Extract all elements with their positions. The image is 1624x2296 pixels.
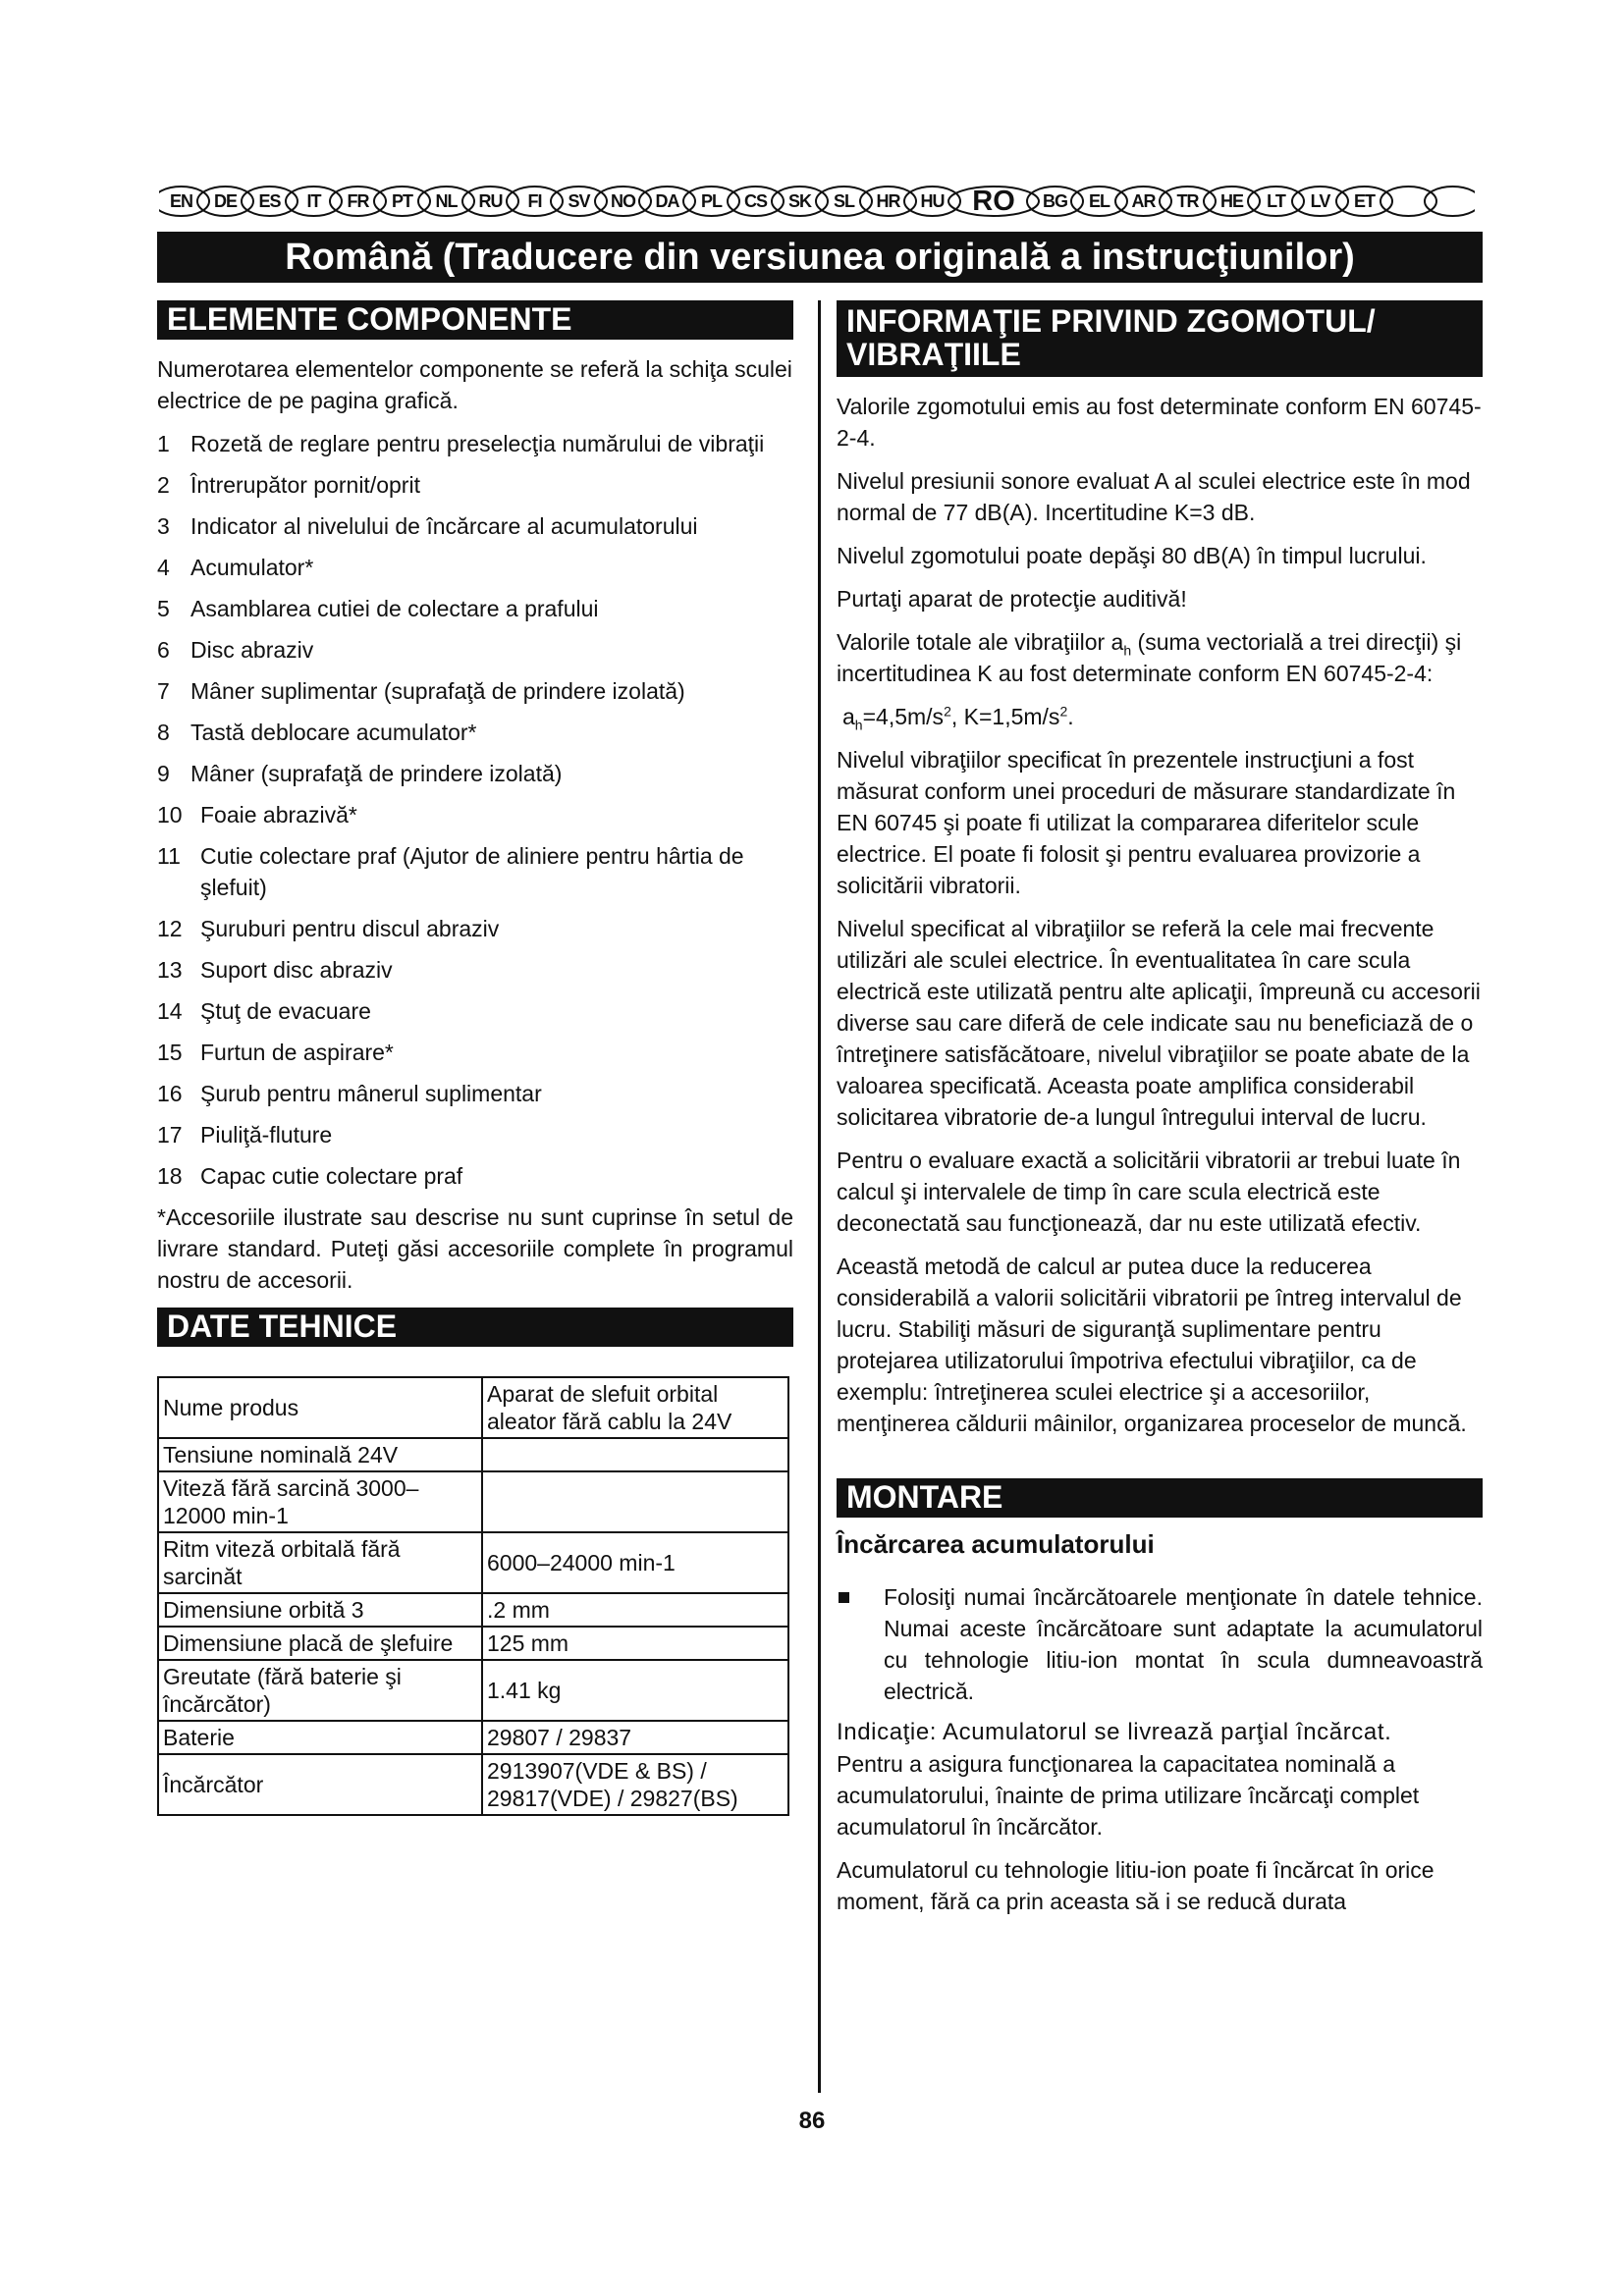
component-number: 15	[157, 1040, 183, 1065]
component-label: Acumulator*	[190, 555, 314, 580]
component-label: Tastă deblocare acumulator*	[190, 720, 477, 745]
component-label: Mâner suplimentar (suprafaţă de prindere izolată)	[190, 678, 685, 704]
component-number: 11	[157, 843, 181, 869]
language-tab: PL	[700, 191, 722, 211]
component-number: 9	[157, 761, 170, 786]
component-number: 10	[157, 802, 183, 828]
mounting-heading: MONTARE	[837, 1478, 1483, 1518]
component-item	[157, 428, 793, 459]
language-tab: SV	[568, 191, 590, 211]
language-tab: ET	[1353, 191, 1375, 211]
tech-data-key: Dimensiune orbită 3	[158, 1593, 482, 1627]
component-number: 3	[157, 513, 170, 539]
vib-end: .	[1067, 704, 1074, 729]
language-tab: LV	[1310, 191, 1330, 211]
vib-sup-1: 2	[944, 703, 951, 720]
language-tab: RO	[972, 186, 1015, 217]
component-label: Mâner (suprafaţă de prindere izolată)	[190, 761, 563, 786]
components-intro: Numerotarea elementelor componente se referă la schiţa sculei electrice de pe pagina grafică.	[157, 356, 792, 413]
tech-data-value: Aparat de slefuit orbital aleator fără cablu la 24V	[482, 1377, 788, 1438]
component-number: 18	[157, 1163, 183, 1189]
tech-data-row	[158, 1627, 788, 1660]
language-tab: TR	[1176, 191, 1199, 211]
tech-data-key: Viteză fără sarcină 3000–12000 min-1	[158, 1471, 482, 1532]
component-label: Şurub pentru mânerul suplimentar	[200, 1081, 542, 1106]
language-tab: HR	[876, 191, 900, 211]
component-item	[157, 1037, 793, 1068]
vibration-value-line	[837, 701, 1483, 732]
tech-data-row	[158, 1532, 788, 1593]
tech-data-value: 1.41 kg	[482, 1660, 788, 1721]
tech-data-row	[158, 1721, 788, 1754]
component-number: 17	[157, 1122, 183, 1148]
charger-bullet	[837, 1581, 1483, 1707]
language-tab: SK	[787, 191, 811, 211]
noise-paragraph-3: Nivelul zgomotului poate depăşi 80 dB(A) în timpul lucrului.	[837, 543, 1427, 568]
tech-data-row	[158, 1754, 788, 1815]
component-number: 6	[157, 637, 170, 663]
tech-data-key: Încărcător	[158, 1754, 482, 1815]
component-label: Întrerupător pornit/oprit	[190, 472, 420, 498]
component-number: 12	[157, 916, 183, 941]
tech-data-value: .2 mm	[482, 1593, 788, 1627]
vibration-paragraph-6: Nivelul vibraţiilor specificat în prezentele instrucţiuni a fost măsurat conform unei proceduri de măsurare standardizate în EN 60745 şi poate fi utilizat la compararea diferitelor scule electrice. El poate fi folosit şi pentru evaluarea provizorie a solicitării vibratorii.	[837, 747, 1456, 898]
language-tab: NO	[611, 191, 635, 211]
component-item	[157, 1160, 793, 1192]
hearing-protection-note: Purtaţi aparat de protecţie auditivă!	[837, 586, 1187, 612]
component-item	[157, 552, 793, 583]
charging-paragraph-1: Pentru a asigura funcţionarea la capacitatea nominală a acumulatorului, înainte de prima utilizare încărcaţi complet acumulatorul în încărcător.	[837, 1751, 1420, 1840]
language-tab: NL	[435, 191, 458, 211]
page-title-banner: Română (Traducere din versiunea originală a instrucţiunilor)	[157, 232, 1483, 283]
component-label: Suport disc abraziv	[200, 957, 393, 983]
component-label: Şuruburi pentru discul abraziv	[200, 916, 500, 941]
tech-data-key: Baterie	[158, 1721, 482, 1754]
tech-data-key: Nume produs	[158, 1377, 482, 1438]
vibration-paragraph-8: Pentru o evaluare exactă a solicitării vibratorii ar trebui luate în calcul şi intervalele de timp în care scula electrică este deconectată sau funcţionează, dar nu este utilizată efectiv.	[837, 1148, 1461, 1236]
language-tab: LT	[1267, 191, 1285, 211]
component-item	[157, 717, 793, 748]
component-label: Rozetă de reglare pentru preselecţia numărului de vibraţii	[190, 431, 765, 456]
noise-heading-line-2: VIBRAŢIILE	[846, 337, 1021, 372]
tech-data-key: Ritm viteză orbitală fără sarcinăt	[158, 1532, 482, 1593]
vibration-text-b: (suma vectorială a trei direcţii) şi incertitudinea K au fost determinate conform EN 60745-2-4:	[837, 629, 1462, 686]
component-item	[157, 1078, 793, 1109]
vibration-values-paragraph	[837, 626, 1483, 689]
tech-data-key: Tensiune nominală 24V	[158, 1438, 482, 1471]
component-label: Foaie abrazivă*	[200, 802, 357, 828]
component-item	[157, 758, 793, 789]
tech-data-key: Greutate (fără baterie şi încărcător)	[158, 1660, 482, 1721]
tech-data-heading: DATE TEHNICE	[157, 1308, 793, 1347]
component-item	[157, 469, 793, 501]
language-tab: HE	[1219, 191, 1243, 211]
component-number: 14	[157, 998, 183, 1024]
components-list	[157, 428, 793, 1192]
component-label: Cutie colectare praf (Ajutor de aliniere pentru hârtia de şlefuit)	[200, 843, 744, 900]
page-number: 86	[798, 2108, 826, 2134]
language-tab-bar	[159, 185, 1475, 218]
language-tab: FR	[347, 191, 369, 211]
component-label: Asamblarea cutiei de colectare a prafului	[190, 596, 599, 621]
tech-data-table	[157, 1376, 789, 1816]
tech-data-row	[158, 1660, 788, 1721]
column-divider	[818, 300, 821, 2093]
components-heading: ELEMENTE COMPONENTE	[157, 300, 793, 340]
component-item	[157, 593, 793, 624]
language-tab: CS	[743, 191, 767, 211]
vibration-sub: h	[1123, 642, 1132, 659]
component-item	[157, 510, 793, 542]
component-item	[157, 913, 793, 944]
charger-bullet-text: Folosiţi numai încărcătoarele menţionate în datele tehnice. Numai aceste încărcătoare sunt adaptate la acumulatorul cu tehnologie litiu-ion montat în scula dumneavoastră electrică.	[884, 1584, 1483, 1704]
vib-sub: h	[854, 717, 863, 733]
component-item	[157, 954, 793, 986]
tech-data-value: 125 mm	[482, 1627, 788, 1660]
tech-data-value: 6000–24000 min-1	[482, 1532, 788, 1593]
language-tab: EN	[169, 191, 192, 211]
right-column	[837, 300, 1483, 1929]
language-tab: HU	[920, 191, 945, 211]
component-number: 5	[157, 596, 170, 621]
tech-data-row	[158, 1377, 788, 1438]
language-tab: FI	[527, 191, 542, 211]
component-number: 1	[157, 431, 170, 456]
tech-data-value	[482, 1471, 788, 1532]
component-item	[157, 1119, 793, 1150]
language-tab: EL	[1088, 191, 1110, 211]
tech-data-row	[158, 1593, 788, 1627]
language-tab: AR	[1131, 191, 1156, 211]
component-label: Disc abraziv	[190, 637, 314, 663]
tech-data-value	[482, 1438, 788, 1471]
tech-data-key: Dimensiune placă de şlefuire	[158, 1627, 482, 1660]
component-number: 4	[157, 555, 170, 580]
bullet-square-icon	[839, 1592, 849, 1603]
component-label: Ştuţ de evacuare	[200, 998, 371, 1024]
component-item	[157, 634, 793, 666]
component-number: 2	[157, 472, 170, 498]
component-label: Furtun de aspirare*	[200, 1040, 394, 1065]
tech-data-value: 2913907(VDE & BS) / 29817(VDE) / 29827(BS)	[482, 1754, 788, 1815]
tech-data-row	[158, 1471, 788, 1532]
language-tab: BG	[1043, 191, 1067, 211]
component-label: Piuliţă-fluture	[200, 1122, 333, 1148]
vib-k: , K=1,5m/s	[950, 704, 1060, 729]
tech-data-row	[158, 1438, 788, 1471]
charging-paragraph-2: Acumulatorul cu tehnologie litiu-ion poate fi încărcat în orice moment, fără ca prin aceasta să i se reducă durata	[837, 1857, 1435, 1914]
noise-paragraph-1: Valorile zgomotului emis au fost determinate conform EN 60745-2-4.	[837, 394, 1482, 451]
component-label: Capac cutie colectare praf	[200, 1163, 463, 1189]
vibration-paragraph-7: Nivelul specificat al vibraţiilor se referă la cele mai frecvente utilizări ale sculei electrice. În eventualitatea în care scula electrică este utilizată pentru alte aplicaţii, împreună cu accesorii diverse sau care diferă de cele indicate sau nu beneficiază de o întreţinere satisfăcătoare, nivelul vibraţiilor se poate abate de la valoarea specificată. Aceasta poate amplifica considerabil solicitarea vibratorie de-a lungul întregului interval de lucru.	[837, 916, 1481, 1130]
component-item	[157, 799, 793, 830]
component-item	[157, 840, 793, 903]
language-tab: ES	[258, 191, 281, 211]
accessories-note: *Accesoriile ilustrate sau descrise nu sunt cuprinse în setul de livrare standard. Puteţi găsi accesoriile complete în programul nostru de accesorii.	[157, 1204, 793, 1293]
noise-heading-line-1: INFORMAŢIE PRIVIND ZGOMOTUL/	[846, 303, 1376, 339]
language-tab: RU	[478, 191, 503, 211]
vibration-text-a: Valorile totale ale vibraţiilor a	[837, 629, 1124, 655]
component-number: 13	[157, 957, 183, 983]
vib-a: a	[842, 704, 855, 729]
component-item	[157, 995, 793, 1027]
component-number: 7	[157, 678, 170, 704]
component-item	[157, 675, 793, 707]
language-tab	[1386, 185, 1431, 218]
vib-sup-2: 2	[1059, 703, 1068, 720]
noise-paragraph-2: Nivelul presiunii sonore evaluat A al sculei electrice este în mod normal de 77 dB(A). Incertitudine K=3 dB.	[837, 468, 1471, 525]
language-tab: PT	[391, 191, 412, 211]
language-tab: SL	[833, 191, 854, 211]
left-column	[157, 300, 793, 1816]
noise-vibration-heading	[837, 300, 1483, 377]
component-label: Indicator al nivelului de încărcare al acumulatorului	[190, 513, 698, 539]
charging-indication-note: Indicaţie: Acumulatorul se livrează parţial încărcat.	[837, 1719, 1392, 1745]
charging-subheading: Încărcarea acumulatorului	[837, 1529, 1155, 1559]
component-number: 8	[157, 720, 170, 745]
language-tab: DA	[655, 191, 679, 211]
language-tab: IT	[306, 191, 321, 211]
vib-value: =4,5m/s	[862, 704, 945, 729]
tech-data-value: 29807 / 29837	[482, 1721, 788, 1754]
language-tab	[1431, 185, 1475, 218]
language-tab: DE	[213, 191, 237, 211]
component-number: 16	[157, 1081, 183, 1106]
vibration-paragraph-9: Această metodă de calcul ar putea duce la reducerea considerabilă a valorii solicitării vibratorii pe întreg intervalul de lucru. Stabiliţi măsuri de siguranţă suplimentare pentru protejarea utilizatorului împotriva efectului vibraţiilor, ca de exemplu: întreţinerea sculei electrice şi a accesoriilor, menţinerea căldurii mâinilor, organizarea proceselor de muncă.	[837, 1254, 1467, 1436]
